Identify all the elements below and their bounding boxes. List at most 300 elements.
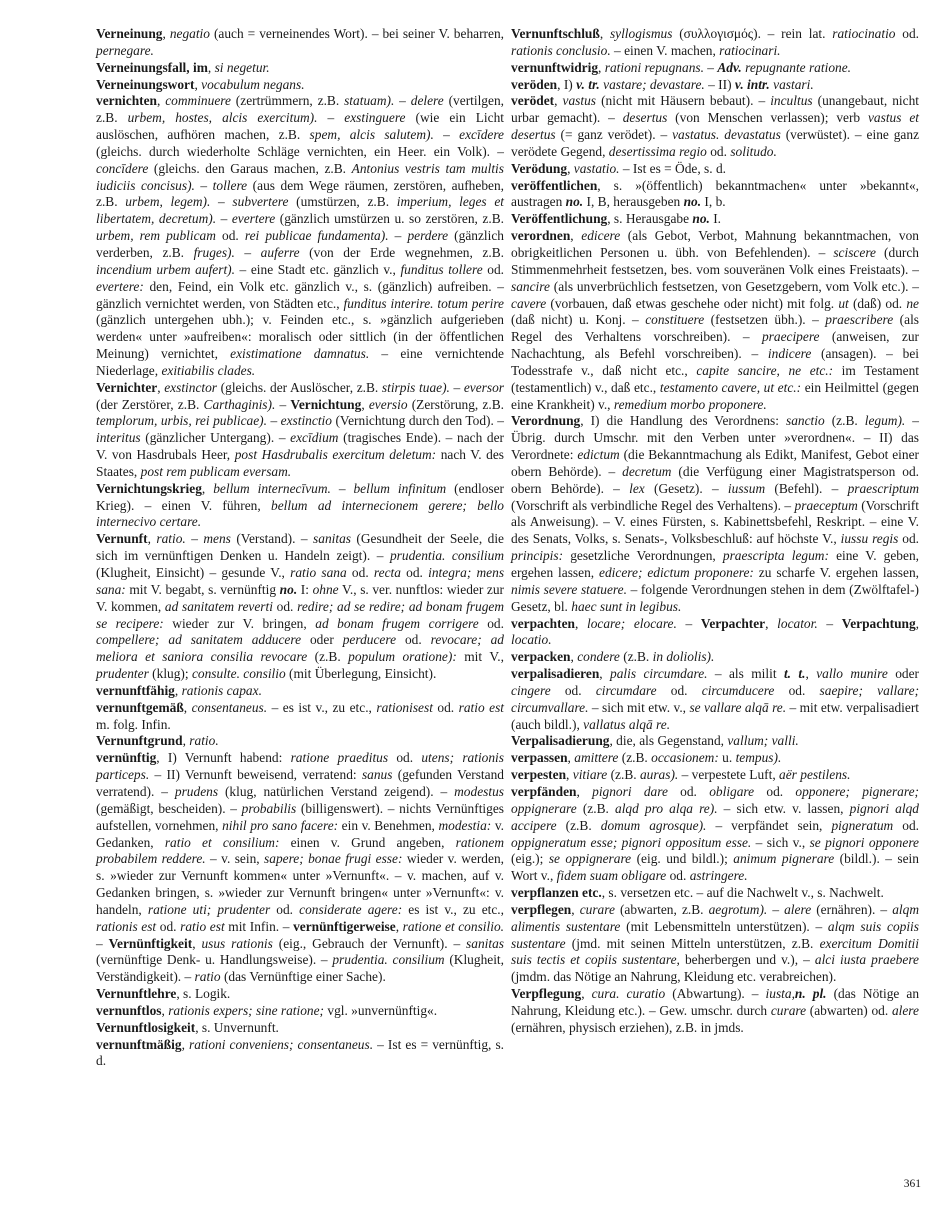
latin-term: populum oratione):: [348, 649, 457, 665]
definition-text: , I) Vernunft habend:: [156, 750, 291, 766]
latin-term: vastare; devastare.: [603, 76, 705, 92]
latin-term: redire; ad se redire; ad bonam frugem se recipere:: [96, 598, 504, 631]
dictionary-entry: [511, 733, 919, 750]
headword: vernunftgemäß: [96, 699, 184, 715]
definition-text: –: [275, 396, 291, 412]
latin-term: praecipere: [761, 329, 820, 345]
latin-term: alci iusta praebere: [814, 952, 919, 968]
definition-text: (gänzlich untergehen ubh.); v. Feinden etc., s. »gänzlich aufgerieben werden« unter »aufreiben«: moralisch oder sittlich (in der öffentlichen Meinung) vernichtet,: [96, 312, 504, 362]
definition-text: ,: [161, 1002, 169, 1018]
latin-term: concīdere: [96, 160, 149, 176]
headword: veröden: [511, 76, 558, 92]
latin-term: in doliolis).: [652, 649, 715, 665]
abbreviation: t. t.: [783, 666, 806, 682]
headword: verödet: [511, 93, 555, 109]
latin-term: vallo munire: [816, 666, 888, 682]
latin-term: funditus tollere: [400, 261, 483, 277]
headword: Vernunftlosigkeit: [96, 1019, 196, 1035]
definition-text: (vernünftige Denk- u. Handlungsweise). –: [96, 952, 333, 968]
definition-text: od.: [898, 531, 919, 547]
latin-term: pernegare.: [96, 42, 154, 58]
definition-text: – verpestete Luft,: [678, 767, 780, 783]
latin-term: post Hasdrubalis exercitum deletum:: [234, 447, 437, 463]
definition-text: (jmdm. das Nötige an Nahrung, Kleidung etc. verabreichen).: [511, 969, 837, 985]
definition-text: od.: [215, 228, 245, 244]
definition-text: ,: [765, 615, 778, 631]
definition-text: ,: [207, 59, 215, 75]
definition-text: mit Infin. –: [224, 918, 294, 934]
latin-term: probabilis: [241, 800, 297, 816]
definition-text: beherbergen und v.), –: [679, 952, 815, 968]
latin-term: fruges). – auferre: [193, 244, 300, 260]
definition-text: od.: [550, 682, 596, 698]
definition-text: (Klugheit, Verständigkeit). –: [96, 952, 504, 985]
dictionary-entry: [511, 60, 919, 77]
latin-term: ratio et consilium:: [164, 834, 280, 850]
definition-text: (Verstand). –: [230, 531, 314, 547]
abbreviation: v. tr.: [576, 76, 600, 92]
headword: verpassen: [511, 750, 568, 766]
latin-term: rationis est: [96, 918, 157, 934]
headword: Verneinungsfall, im: [96, 59, 208, 75]
definition-text: (z.B.: [618, 750, 652, 766]
latin-term: indicere: [767, 346, 812, 362]
dictionary-entry: [511, 902, 919, 986]
latin-term: eversio: [368, 396, 408, 412]
latin-term: prudenter: [96, 666, 149, 682]
latin-term: obligare: [709, 783, 755, 799]
definition-text: (= ganz verödet). –: [555, 127, 673, 143]
definition-text: (Gesetz). –: [644, 480, 728, 496]
definition-text: v. Gedanken,: [96, 817, 504, 850]
definition-text: – es ist v., zu etc.,: [267, 699, 377, 715]
latin-term: stirpis tuae). – eversor: [381, 379, 504, 395]
latin-term: sancire: [511, 278, 550, 294]
definition-text: (jmd. mit seinen Mitteln unterstützen, z.B.: [565, 935, 820, 951]
dictionary-entry: [96, 77, 504, 94]
definition-text: ,: [174, 682, 182, 698]
definition-text: ,: [599, 666, 611, 682]
definition-text: (ansagen). – bei Todesstrafe v., daß nicht etc.,: [511, 346, 919, 378]
dictionary-entry: [511, 767, 919, 784]
definition-text: (anweisen, zur Nachachtung, als Befehl vorschreiben). –: [511, 329, 919, 362]
latin-term: praescriptum: [847, 480, 919, 496]
latin-term: sanitas: [313, 531, 351, 547]
definition-text: ,: [183, 699, 192, 715]
definition-text: (festsetzen übh.). –: [704, 312, 826, 328]
dictionary-entry: [511, 161, 919, 178]
latin-term: se oppignerare: [548, 851, 632, 867]
definition-text: ,: [571, 901, 580, 917]
headword: Verneinungswort: [96, 76, 195, 92]
latin-term: sciscere: [833, 244, 876, 260]
latin-term: solitudo.: [730, 143, 777, 159]
left-column: [96, 26, 504, 1070]
latin-term: locatio.: [511, 632, 552, 648]
definition-text: (eig.);: [511, 851, 549, 867]
latin-term: edicere; edictum proponere:: [599, 565, 754, 580]
latin-term: excīdium: [290, 430, 339, 446]
latin-term: palis circumdare.: [610, 666, 708, 682]
latin-term: incultus: [770, 93, 813, 109]
latin-term: bellum ad internecionem gerere; bello internecivo certare.: [96, 497, 505, 530]
definition-text: (gänzlicher Untergang). –: [140, 430, 291, 446]
definition-text: zu scharfe V. ergehen lassen,: [753, 565, 920, 580]
definition-text: –: [676, 615, 701, 631]
definition-text: (als Gebot, Verbot, Mahnung bekanntmachen, von obrigkeitlichen Personen u. übh. von Befehlenden). –: [511, 228, 919, 260]
definition-text: – II): [704, 76, 735, 92]
definition-text: ,: [194, 76, 202, 92]
definition-text: (συλλογισμός). – rein lat.: [672, 26, 833, 41]
headword: verpflanzen etc.: [511, 885, 602, 901]
definition-text: (Vernichtung durch den Tod). –: [331, 413, 504, 429]
headword: Vernichtung: [290, 396, 362, 412]
definition-text: (z.B.: [576, 800, 615, 816]
definition-text: m. folg. Infin.: [96, 716, 171, 732]
definition-text: (vorbauen, daß etwas geschehe oder nicht) mit folg.: [546, 295, 839, 311]
latin-term: ratio. – mens: [156, 531, 231, 547]
definition-text: (ernähren). –: [811, 901, 893, 917]
definition-text: I:: [297, 581, 313, 597]
definition-text: od.: [396, 632, 431, 648]
latin-term: statuam). – delere: [344, 93, 444, 109]
latin-term: ratione uti; prudenter: [147, 901, 271, 917]
definition-text: (Gesundheit der Seele, die sich im vernünftigen Denken u. Handeln zeigt). –: [96, 531, 504, 564]
definition-text: V., s. ver. nunftlos: wieder zur V. kommen,: [96, 581, 505, 614]
definition-text: od.: [346, 565, 374, 580]
definition-text: od.: [895, 26, 919, 41]
headword: verpacken: [511, 649, 571, 665]
definition-text: – Übrig. durch Umschr. mit den Verben unter »verordnen«. – II) das Verordnete:: [511, 413, 919, 463]
abbreviation: n. pl.: [794, 986, 827, 1002]
definition-text: (umstürzen, z.B.: [288, 194, 397, 210]
definition-text: (die Verfügung einer Magistratsperson od. obern Behörde). –: [511, 463, 919, 496]
definition-text: – eine vernichtende Niederlage,: [96, 346, 504, 378]
page-number: 361: [903, 1178, 921, 1190]
definition-text: od.: [270, 901, 300, 917]
abbreviation: no.: [683, 194, 702, 210]
definition-text: od.: [272, 598, 298, 614]
latin-term: prudens: [174, 783, 219, 799]
definition-text: (Abwartung). –: [665, 986, 766, 1002]
definition-text: , s. Herausgabe: [607, 211, 693, 227]
latin-term: vocabulum negans.: [201, 76, 305, 92]
latin-term: cura. curatio: [591, 986, 666, 1002]
latin-term: rationis capax.: [181, 682, 262, 698]
definition-text: ,: [581, 986, 592, 1002]
latin-term: alqm suis copiis sustentare: [511, 918, 919, 951]
definition-text: ,: [201, 480, 214, 496]
latin-term: spem, alcis salutem). – excīdere: [309, 127, 504, 143]
latin-term: sanus: [361, 767, 393, 783]
definition-text: es ist v., zu etc.,: [402, 901, 505, 917]
dictionary-entry: [511, 77, 919, 94]
latin-term: syllogismus: [609, 26, 673, 41]
definition-text: (der Zerstörer, z.B.: [96, 396, 204, 412]
headword: verpesten: [511, 767, 567, 783]
latin-term: ratio.: [189, 733, 219, 749]
headword: vernunftlos: [96, 1002, 162, 1018]
latin-term: Antonius vestris tam multis iudiciis concisus). – tollere: [96, 160, 504, 193]
definition-text: (gleichs. durch wiederholte Schläge vernichten, ein Heer. ein Volk). –: [96, 143, 504, 159]
latin-term: vastus et desertus: [511, 110, 919, 143]
definition-text: ,: [395, 918, 403, 934]
latin-term: praescribere: [825, 312, 894, 328]
definition-text: od.: [893, 817, 919, 833]
latin-term: sanctio: [786, 413, 825, 429]
definition-text: od.: [432, 699, 459, 715]
definition-text: ,: [570, 649, 578, 665]
dictionary-entry: [511, 784, 919, 885]
latin-term: edictum: [577, 447, 620, 463]
latin-term: vastatus. devastatus: [672, 127, 781, 143]
latin-term: circumdare: [595, 682, 657, 698]
definition-text: ,: [181, 1036, 189, 1052]
definition-text: nach V. des Staates,: [96, 447, 505, 479]
definition-text: (unangebaut, nicht urbar gemacht). –: [511, 93, 920, 126]
latin-term: cavere: [511, 295, 547, 311]
dictionary-entry: [511, 885, 919, 902]
definition-text: (Zerstörung, z.B.: [407, 396, 505, 412]
latin-term: recta: [373, 565, 401, 580]
latin-term: modestia:: [438, 817, 492, 833]
definition-text: – v. sein,: [205, 851, 265, 867]
latin-term: vastari.: [773, 76, 814, 92]
dictionary-entry: [96, 1020, 504, 1037]
definition-text: – mit etw. verpalisadiert (auch bildl.),: [511, 699, 919, 732]
latin-term: rationi repugnans.: [604, 59, 704, 75]
definition-text: (klug);: [148, 666, 192, 682]
definition-text: den, Feind, ein Volk etc. gänzlich v., s. (gänzlich) aufreiben. – gänzlich vernichtet werden, von Städten etc.,: [96, 278, 504, 311]
definition-text: vgl. »unvernünftig«.: [324, 1002, 438, 1018]
definition-text: ,: [566, 767, 573, 783]
headword: verpalisadieren: [511, 666, 600, 682]
definition-text: (bildl.). – sein Wort v.,: [511, 851, 919, 884]
dictionary-entry: [96, 750, 504, 986]
dictionary-entry: [96, 26, 504, 60]
definition-text: (eig., Gebrauch der Vernunft). –: [272, 935, 467, 951]
definition-text: (nicht mit Häusern bebaut). –: [596, 93, 771, 109]
latin-term: pigneratum: [831, 817, 894, 833]
latin-term: ratione praeditus: [290, 750, 389, 766]
headword: vernünftigerweise: [293, 918, 396, 934]
definition-text: (ernähren, physisch erziehen), z.B. in jmds.: [511, 1019, 744, 1035]
definition-text: mit V. begabt, s. vernünftig: [125, 581, 280, 597]
dictionary-entry: [96, 700, 504, 734]
latin-term: locator.: [777, 615, 818, 631]
definition-text: ,: [147, 531, 157, 547]
definition-text: od.: [706, 143, 731, 159]
definition-text: – einen V. machen,: [610, 42, 720, 58]
latin-term: haec sunt in legibus.: [571, 598, 682, 614]
latin-term: iussum: [727, 480, 766, 496]
latin-term: circumducere: [701, 682, 775, 698]
latin-term: consentaneus.: [191, 699, 268, 715]
latin-term: saepire; vallare; circumvallare.: [511, 682, 920, 715]
latin-term: testamento cavere, ut etc.:: [659, 379, 802, 395]
latin-term: aër pestilens.: [779, 767, 851, 783]
latin-term: pignori alqd accipere: [511, 800, 919, 833]
headword: Verpalisadierung: [511, 733, 610, 749]
latin-term: utens; rationis particeps.: [96, 750, 504, 783]
dictionary-entry: [96, 986, 504, 1003]
definition-text: wieder zur V. bringen,: [163, 615, 316, 631]
latin-term: curare: [770, 1002, 807, 1018]
latin-term: ratio: [194, 969, 221, 985]
headword: vernunftwidrig: [511, 59, 599, 75]
latin-term: post rem publicam eversam.: [140, 463, 292, 479]
definition-text: ,: [157, 93, 166, 109]
definition-text: (Klugheit, Einsicht) – gesunde V.,: [96, 565, 291, 580]
latin-term: decretum: [622, 463, 672, 479]
latin-term: incendium urbem aufert).: [96, 261, 235, 277]
definition-text: ein v. Benehmen,: [338, 817, 439, 833]
definition-text: (gänzlich verderben, z.B.: [96, 228, 505, 260]
definition-text: (eig. und bildl.);: [631, 851, 734, 867]
definition-text: I, B, herausgeben: [583, 194, 684, 210]
dictionary-entry: [96, 531, 504, 683]
latin-term: compellere; ad sanitatem adducere: [96, 632, 302, 648]
latin-term: consulte. consilio: [191, 666, 286, 682]
definition-text: ,: [157, 379, 165, 395]
latin-term: ratiocinari.: [719, 42, 781, 58]
latin-term: evertere:: [96, 278, 144, 294]
definition-text: (abwarten) od.: [806, 1002, 892, 1018]
definition-text: I, b.: [701, 194, 726, 210]
dictionary-entry: [96, 1037, 504, 1071]
headword: Veröffentlichung: [511, 211, 608, 227]
latin-term: ratio est: [458, 699, 504, 715]
definition-text: (das Vernünftige einer Sache).: [220, 969, 386, 985]
definition-text: (mit Überlegung, Einsicht).: [285, 666, 437, 682]
definition-text: ,: [599, 26, 610, 41]
latin-term: desertissima regio: [608, 143, 707, 159]
latin-term: considerate agere:: [299, 901, 403, 917]
latin-term: Carthaginis).: [203, 396, 276, 412]
definition-text: (von der Erde wegnehmen, z.B.: [299, 244, 504, 260]
definition-text: (zertrümmern, z.B.: [230, 93, 345, 109]
definition-text: od.: [482, 261, 504, 277]
dictionary-entry: [511, 616, 919, 650]
latin-term: auras).: [639, 767, 679, 783]
definition-text: (mit Lebensmitteln unterstützen). –: [620, 918, 828, 934]
latin-term: rationis expers; sine ratione;: [168, 1002, 325, 1018]
dictionary-entry: [96, 481, 504, 532]
latin-term: perducere: [342, 632, 397, 648]
definition-text: eine V. geben, ergehen lassen,: [511, 548, 919, 580]
latin-term: negatio: [169, 26, 210, 41]
latin-term: ratiocinatio: [832, 26, 896, 41]
latin-term: exercitum Domitii suis tectis et copiis sustentare,: [511, 935, 919, 968]
headword: Vernichter: [96, 379, 158, 395]
definition-text: –: [96, 935, 109, 951]
latin-term: pignori dare: [592, 783, 668, 799]
definition-text: ,: [576, 783, 593, 799]
definition-text: (tragisches Ende). – nach der V. von Hasdrubals Heer,: [96, 430, 504, 463]
definition-text: wieder v. werden, s. »wieder zur Vernunft kommen« unter »Vernunft«. – v. machen, auf v. Gedanken bringen, s. »wieder zur Vernunft bringen« unter »Vernunft«: v. handeln,: [96, 851, 504, 917]
definition-text: od.: [156, 918, 181, 934]
latin-term: rei publicae fundamenta). – perdere: [244, 228, 449, 244]
definition-text: einen v. Grund angeben,: [279, 834, 456, 850]
definition-text: ,: [182, 733, 190, 749]
latin-term: nihil pro sano facere:: [222, 817, 339, 833]
latin-term: usus rationis: [201, 935, 273, 951]
definition-text: (die Bekanntmachung als Edikt, Manifest, Gebot einer obern Behörde). –: [511, 447, 919, 479]
latin-term: vallatus alqā re.: [583, 716, 671, 732]
latin-term: domum agrosque).: [600, 817, 707, 833]
definition-text: ,: [574, 615, 587, 631]
latin-term: rationem probabilem reddere.: [96, 834, 504, 867]
latin-term: bellum internecīvum. – bellum infinitum: [213, 480, 447, 496]
latin-term: urbem, hostes, alcis exercitum). – exstinguere: [127, 110, 406, 126]
definition-text: (abwarten, z.B.: [614, 901, 709, 917]
definition-text: (gefunden Verstand verratend). –: [96, 767, 504, 799]
definition-text: (gleichs. der Auslöscher, z.B.: [217, 379, 382, 395]
abbreviation: no.: [692, 211, 710, 227]
abbreviation: v. intr.: [734, 76, 770, 92]
definition-text: im Testament (testamentlich) v., daß etc.,: [511, 362, 919, 395]
latin-term: nimis severe statuere.: [511, 581, 627, 597]
latin-term: praescripta legum:: [722, 548, 829, 564]
headword: Verordnung: [511, 413, 581, 429]
definition-text: (Befehl). –: [765, 480, 848, 496]
definition-text: u.: [718, 750, 736, 766]
latin-term: se vallare alqā re.: [689, 699, 787, 715]
latin-term: interitus: [96, 430, 141, 446]
definition-text: (z.B.: [556, 817, 601, 833]
definition-text: (gänzlich umstürzen u. so zerstören, z.B.: [275, 211, 505, 227]
latin-term: rationis conclusio.: [511, 42, 611, 58]
definition-text: (auch = verneinendes Wort). – bei seiner V. beharren,: [209, 26, 504, 41]
dictionary-entry: [511, 666, 919, 733]
dictionary-entry: [511, 986, 919, 1037]
definition-text: ,: [567, 160, 574, 176]
latin-term: lex: [629, 480, 645, 496]
definition-text: (aus dem Wege räumen, zerstören, aufheben, z.B.: [96, 177, 504, 210]
latin-term: se pignori opponere: [809, 834, 919, 850]
latin-term: aegrotum). – alere: [708, 901, 812, 917]
definition-text: , die, als Gegenstand,: [609, 733, 728, 749]
definition-text: , s. versetzen etc. – auf die Nachwelt v., s. Nachwelt.: [601, 885, 884, 901]
definition-text: – als milit: [707, 666, 784, 682]
definition-text: – sich mit etw. v.,: [588, 699, 690, 715]
headword: Vernunftlehre: [96, 986, 177, 1002]
abbreviation: Adv.: [717, 59, 742, 75]
dictionary-entry: [511, 649, 919, 666]
headword: Verödung: [511, 160, 568, 176]
headword: vernunftfähig: [96, 682, 175, 698]
latin-term: prudentia. consilium: [332, 952, 445, 968]
headword: Verpflegung: [511, 986, 582, 1002]
definition-text: gesetzliche Verordnungen,: [563, 548, 723, 564]
headword: Verneinung: [96, 26, 163, 41]
dictionary-entry: [96, 1003, 504, 1020]
definition-text: – sich etw. v. lassen,: [717, 800, 850, 816]
definition-text: oder: [887, 666, 919, 682]
latin-term: constituere: [645, 312, 705, 328]
latin-term: cingere: [511, 682, 551, 698]
definition-text: I.: [709, 211, 722, 227]
latin-term: ne: [906, 295, 919, 311]
definition-text: ,: [570, 228, 582, 244]
latin-term: ut: [838, 295, 849, 311]
definition-text: (z.B.: [619, 649, 653, 665]
dictionary-entry: [511, 26, 919, 60]
definition-text: (von Menschen verlassen); verb: [667, 110, 868, 126]
definition-text: – Ist es = vernünftig, s. d.: [96, 1036, 505, 1069]
definition-text: od.: [400, 565, 429, 580]
headword: verpfänden: [511, 783, 577, 799]
